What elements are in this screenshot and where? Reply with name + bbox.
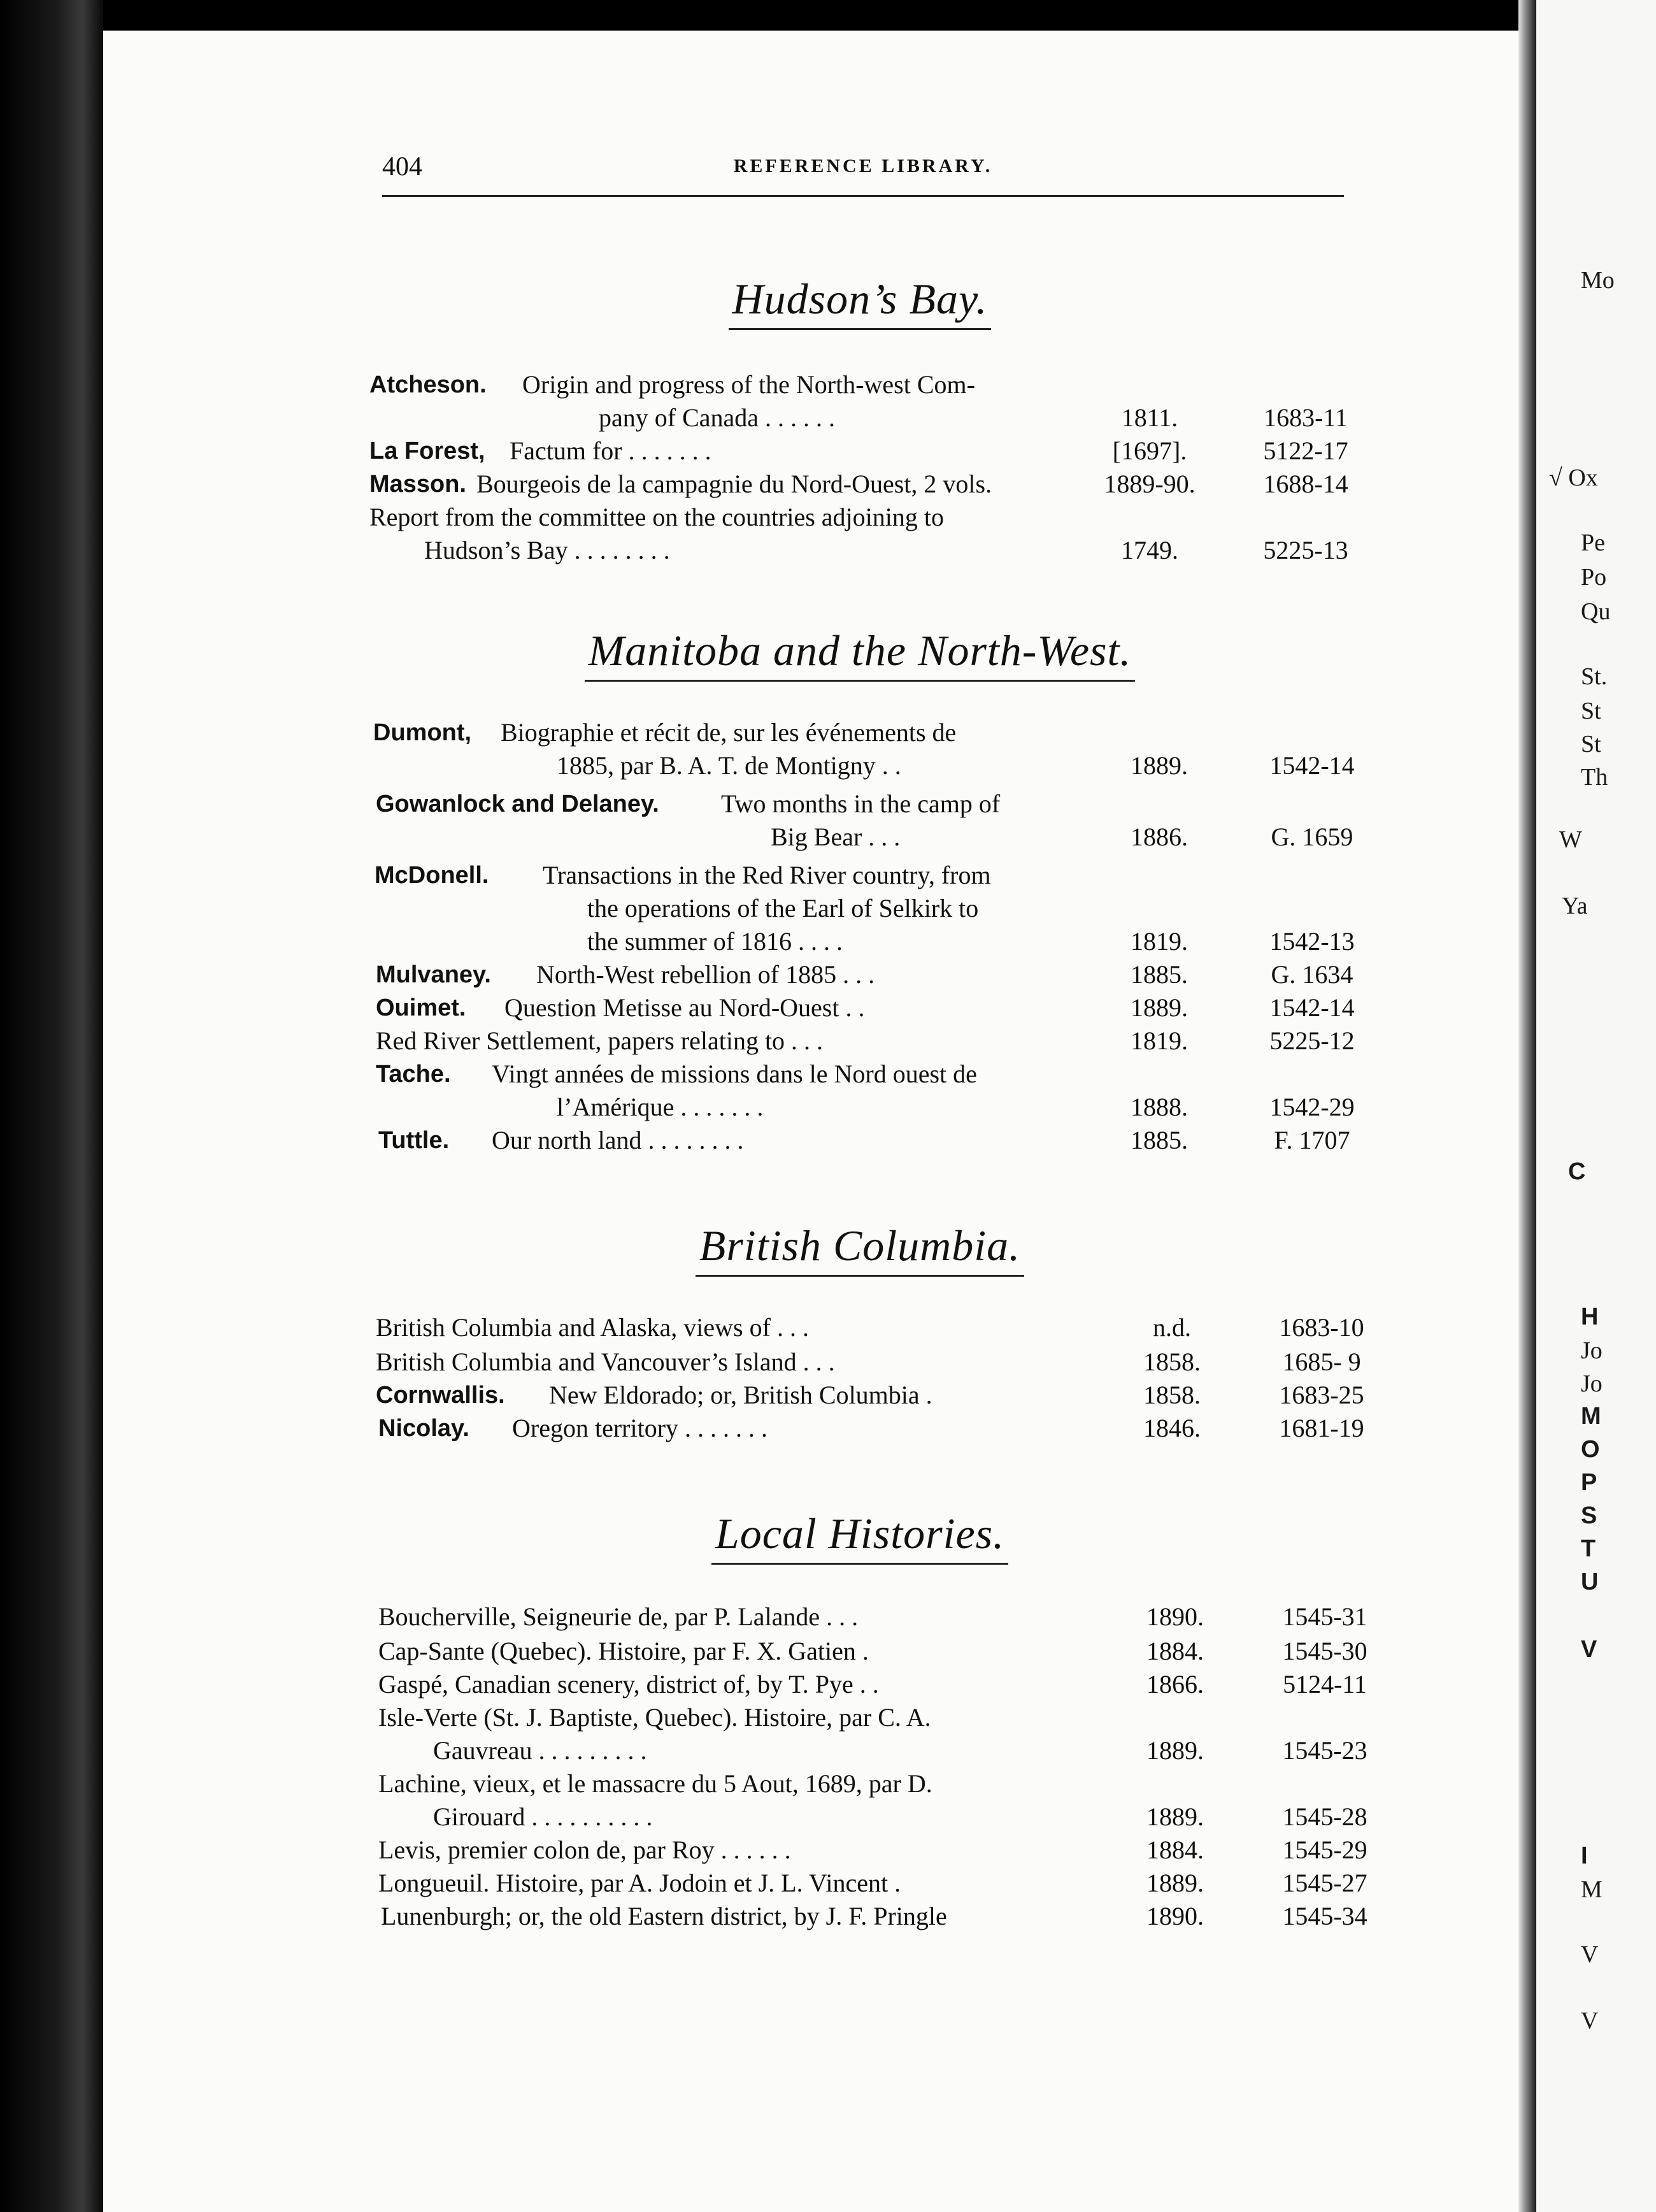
entry-shelf: 1542-14 <box>1269 993 1355 1022</box>
page-right-partial <box>1536 0 1656 2212</box>
entry-year: n.d. <box>1153 1313 1191 1342</box>
entry-shelf: 1545-31 <box>1282 1602 1367 1631</box>
entry-title: Our north land . . . . . . . . <box>492 1126 744 1154</box>
entry-title: Gauvreau . . . . . . . . . <box>433 1736 647 1765</box>
entry-shelf: 1681-19 <box>1279 1414 1364 1442</box>
entry-author: Gowanlock and Delaney. <box>376 791 659 817</box>
entry-year: 1846. <box>1143 1414 1201 1442</box>
entry-year: 1885. <box>1131 960 1188 989</box>
section-title-hudsons-bay: Hudson’s Bay. <box>369 274 1350 330</box>
right-fragment: V <box>1581 2007 1599 2034</box>
entry-shelf: 1542-14 <box>1269 751 1355 780</box>
entry-shelf: G. 1659 <box>1271 822 1353 851</box>
entry-author: Ouimet. <box>376 995 466 1021</box>
entry-year: 1749. <box>1121 536 1178 564</box>
entry-author: Nicolay. <box>378 1415 469 1442</box>
right-fragment: Jo <box>1581 1337 1602 1364</box>
entry-year: 1858. <box>1143 1347 1201 1376</box>
entry-shelf: G. 1634 <box>1271 960 1353 989</box>
entry-year: 1889. <box>1146 1802 1204 1831</box>
entry-shelf: 1683-25 <box>1279 1381 1364 1409</box>
entry-author: Tuttle. <box>378 1127 450 1154</box>
entry-title: Bourgeois de la campagnie du Nord-Ouest, 2 vols. <box>476 470 992 498</box>
right-fragment: V <box>1581 1636 1597 1663</box>
entry-shelf: 1545-34 <box>1282 1902 1367 1930</box>
entry-title: New Eldorado; or, British Columbia . <box>549 1381 932 1409</box>
entry-title: Lunenburgh; or, the old Eastern district, by J. F. Pringle <box>381 1902 947 1930</box>
entry-title: the summer of 1816 . . . . <box>587 927 843 956</box>
entry-shelf: 1685- 9 <box>1282 1347 1361 1376</box>
entry-shelf: 5124-11 <box>1283 1670 1367 1698</box>
entry-title: Transactions in the Red River country, from <box>543 861 991 889</box>
entry-year: 1888. <box>1131 1093 1188 1121</box>
entry-title: Cap-Sante (Quebec). Histoire, par F. X. Gatien . <box>378 1637 869 1665</box>
entry-year: 1885. <box>1131 1126 1188 1154</box>
entry-shelf: 1545-30 <box>1282 1637 1367 1665</box>
entry-shelf: 1545-28 <box>1282 1802 1367 1831</box>
entry-author: McDonell. <box>375 862 489 889</box>
right-fragment: Qu <box>1581 598 1611 625</box>
book-gutter <box>1518 0 1536 2212</box>
entry-author: Atcheson. <box>369 371 487 398</box>
entry-year: 1889. <box>1131 751 1188 780</box>
entry-shelf: 1545-23 <box>1282 1736 1367 1765</box>
right-fragment: M <box>1581 1403 1601 1430</box>
right-fragment: St. <box>1581 663 1608 690</box>
entry-title: l’Amérique . . . . . . . <box>557 1093 764 1121</box>
entry-title: Question Metisse au Nord-Ouest . . <box>504 993 865 1022</box>
entry-author: Mulvaney. <box>376 961 491 988</box>
entry-shelf: 1545-29 <box>1282 1835 1367 1864</box>
entry-title: Two months in the camp of <box>721 789 1001 818</box>
entry-year: 1890. <box>1146 1602 1204 1631</box>
entry-title: British Columbia and Vancouver’s Island . . . <box>376 1347 835 1376</box>
entry-shelf: 5225-13 <box>1263 536 1348 564</box>
entry-title: Report from the committee on the countries adjoining to <box>369 503 945 531</box>
right-fragment: Ya <box>1562 893 1588 919</box>
right-fragment: I <box>1581 1842 1588 1869</box>
book-edge-left <box>0 0 103 2212</box>
entry-shelf: 5122-17 <box>1263 436 1348 465</box>
entry-title: Hudson’s Bay . . . . . . . . <box>424 536 670 564</box>
entry-title: Levis, premier colon de, par Roy . . . . . . <box>378 1835 791 1864</box>
right-fragment: V <box>1581 1941 1599 1968</box>
entry-title: North-West rebellion of 1885 . . . <box>536 960 875 989</box>
entry-title: Factum for . . . . . . . <box>510 436 711 465</box>
right-fragment: O <box>1581 1436 1600 1463</box>
entry-title: pany of Canada . . . . . . <box>599 403 836 432</box>
entry-title: Boucherville, Seigneurie de, par P. Lalande . . . <box>378 1602 859 1631</box>
entry-year: 1890. <box>1146 1902 1204 1930</box>
entry-shelf: F. 1707 <box>1274 1126 1350 1154</box>
right-fragment: Jo <box>1581 1370 1602 1397</box>
section-title-local-histories: Local Histories. <box>369 1509 1350 1565</box>
entry-shelf: 5225-12 <box>1269 1026 1355 1055</box>
right-fragment: H <box>1581 1304 1599 1330</box>
header-rule <box>382 195 1344 197</box>
entry-year: 1884. <box>1146 1637 1204 1665</box>
section-title-british-columbia: British Columbia. <box>369 1221 1350 1277</box>
entry-title: the operations of the Earl of Selkirk to <box>587 894 979 923</box>
entry-title: Vingt années de missions dans le Nord ouest de <box>492 1059 977 1088</box>
right-fragment: M <box>1581 1876 1602 1903</box>
entry-year: 1889. <box>1146 1736 1204 1765</box>
page-number: 404 <box>382 152 422 182</box>
entry-year: 1889-90. <box>1104 470 1196 498</box>
entry-year: 1819. <box>1131 1026 1188 1055</box>
entry-author: Cornwallis. <box>376 1382 505 1409</box>
entry-shelf: 1688-14 <box>1263 470 1348 498</box>
entry-year: [1697]. <box>1112 436 1187 465</box>
entry-title: Origin and progress of the North-west Com- <box>522 370 975 399</box>
entry-title: Red River Settlement, papers relating to . . . <box>376 1026 824 1055</box>
right-fragment: √ Ox <box>1549 464 1598 491</box>
right-fragment: U <box>1581 1569 1599 1595</box>
entry-shelf: 1542-29 <box>1269 1093 1355 1121</box>
entry-title: Oregon territory . . . . . . . <box>512 1414 768 1442</box>
entry-year: 1858. <box>1143 1381 1201 1409</box>
entry-author: La Forest, <box>369 438 485 464</box>
right-fragment: C <box>1568 1158 1586 1185</box>
entry-title: 1885, par B. A. T. de Montigny . . <box>557 751 901 780</box>
entry-title: Isle-Verte (St. J. Baptiste, Quebec). Histoire, par C. A. <box>378 1703 931 1732</box>
entry-author: Dumont, <box>373 719 472 746</box>
running-title: REFERENCE LIBRARY. <box>733 155 993 176</box>
entry-year: 1811. <box>1121 403 1178 432</box>
right-fragment: W <box>1559 826 1582 853</box>
entry-year: 1889. <box>1146 1869 1204 1897</box>
right-fragment: Po <box>1581 564 1607 591</box>
entry-year: 1819. <box>1131 927 1188 956</box>
entry-shelf: 1545-27 <box>1282 1869 1367 1897</box>
entry-year: 1886. <box>1131 822 1188 851</box>
right-fragment: St <box>1581 731 1601 758</box>
right-fragment: Th <box>1581 764 1608 791</box>
entry-shelf: 1542-13 <box>1269 927 1355 956</box>
entry-title: Lachine, vieux, et le massacre du 5 Aout, 1689, par D. <box>378 1769 932 1798</box>
section-title-manitoba: Manitoba and the North-West. <box>369 626 1350 682</box>
entry-title: Biographie et récit de, sur les événements de <box>501 718 957 747</box>
right-fragment: Mo <box>1581 267 1615 294</box>
entry-year: 1884. <box>1146 1835 1204 1864</box>
right-fragment: S <box>1581 1502 1597 1529</box>
entry-shelf: 1683-10 <box>1279 1313 1364 1342</box>
entry-title: Big Bear . . . <box>771 822 901 851</box>
right-fragment: T <box>1581 1535 1596 1562</box>
entry-author: Tache. <box>376 1061 451 1088</box>
entry-title: British Columbia and Alaska, views of . . . <box>376 1313 809 1342</box>
entry-year: 1866. <box>1146 1670 1204 1698</box>
right-fragment: Pe <box>1581 529 1605 556</box>
entry-shelf: 1683-11 <box>1264 403 1348 432</box>
right-fragment: St <box>1581 698 1601 724</box>
entry-title: Gaspé, Canadian scenery, district of, by T. Pye . . <box>378 1670 879 1698</box>
entry-title: Longueuil. Histoire, par A. Jodoin et J. L. Vincent . <box>378 1869 901 1897</box>
right-fragment: P <box>1581 1469 1597 1496</box>
page-header <box>382 152 1344 190</box>
entry-title: Girouard . . . . . . . . . . <box>433 1802 653 1831</box>
entry-author: Masson. <box>369 471 467 498</box>
entry-year: 1889. <box>1131 993 1188 1022</box>
